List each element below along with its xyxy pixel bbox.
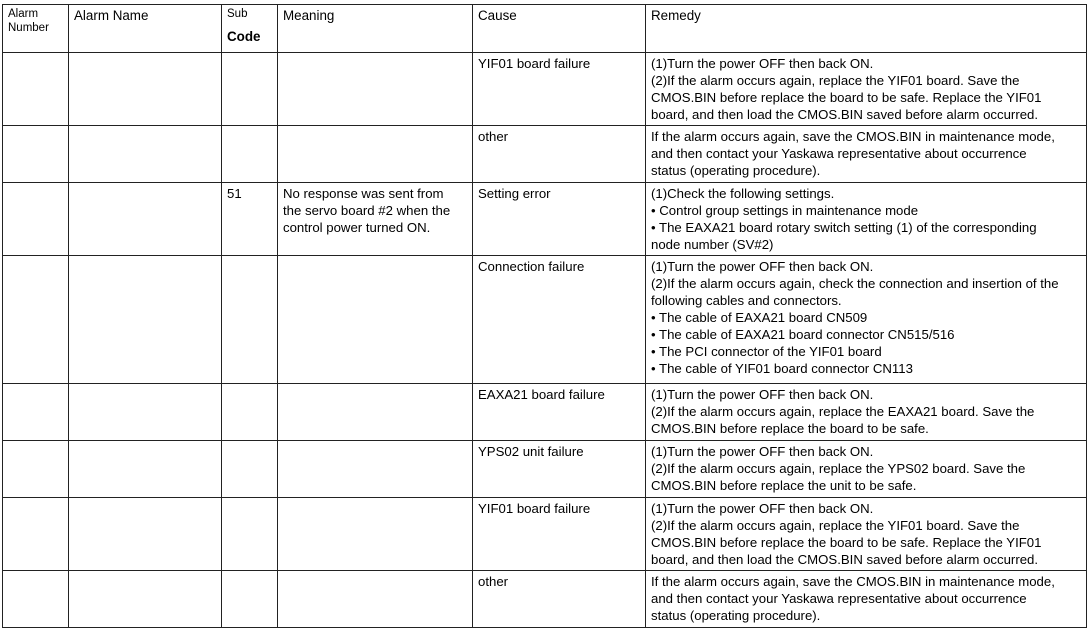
cell-remedy [646,384,1087,441]
cell-alarm-name [69,441,222,498]
remedy-line: board, and then load the CMOS.BIN saved before alarm occurred. [651,107,1039,122]
cell-cause: Connection failure [473,256,646,384]
cell-sub-code [222,53,278,126]
remedy-line: CMOS.BIN before replace the unit to be safe. [651,478,917,493]
header-sub-code [222,5,278,53]
cell-cause: YIF01 board failure [473,498,646,571]
remedy-line: following cables and connectors. [651,293,842,308]
remedy-line: • The cable of EAXA21 board connector CN515/516 [651,327,955,342]
cell-remedy [646,498,1087,571]
remedy-line: • The cable of YIF01 board connector CN113 [651,361,913,376]
cell-cause: EAXA21 board failure [473,384,646,441]
table-row [3,384,1087,441]
cell-sub-code [222,126,278,183]
cell-meaning [278,384,473,441]
remedy-line: • The PCI connector of the YIF01 board [651,344,882,359]
remedy-line: CMOS.BIN before replace the board to be safe. [651,421,929,436]
cell-sub-code [222,571,278,628]
cell-alarm-number [3,498,69,571]
remedy-line: (2)If the alarm occurs again, check the connection and insertion of the [651,276,1059,291]
remedy-line: (2)If the alarm occurs again, replace the EAXA21 board. Save the [651,404,1035,419]
remedy-line: (1)Turn the power OFF then back ON. [651,56,874,71]
cell-alarm-number [3,53,69,126]
cell-cause: Setting error [473,183,646,256]
remedy-line: (1)Turn the power OFF then back ON. [651,444,874,459]
remedy-line: If the alarm occurs again, save the CMOS.BIN in maintenance mode, [651,129,1055,144]
remedy-line: (1)Check the following settings. [651,186,835,201]
table-row [3,441,1087,498]
header-alarm-number: Alarm Number [3,5,69,53]
cell-meaning [278,126,473,183]
cell-remedy [646,126,1087,183]
cell-alarm-name [69,571,222,628]
remedy-line: status (operating procedure). [651,163,821,178]
cell-meaning [278,53,473,126]
remedy-line: • The EAXA21 board rotary switch setting (1) of the corresponding [651,220,1037,235]
cell-alarm-name [69,256,222,384]
cell-alarm-number [3,183,69,256]
header-sub-label: Sub [227,8,248,20]
header-code-label: Code [227,29,261,44]
table-row [3,498,1087,571]
remedy-line: node number (SV#2) [651,237,774,252]
remedy-line: (2)If the alarm occurs again, replace the YIF01 board. Save the [651,518,1020,533]
meaning-line: the servo board #2 when the [283,203,451,218]
cell-alarm-number [3,441,69,498]
cell-remedy [646,53,1087,126]
cell-meaning [278,256,473,384]
remedy-line: CMOS.BIN before replace the board to be safe. Replace the YIF01 [651,535,1042,550]
cell-alarm-number [3,256,69,384]
remedy-line: board, and then load the CMOS.BIN saved before alarm occurred. [651,552,1039,567]
cell-meaning [278,498,473,571]
table-row [3,53,1087,126]
cell-alarm-number [3,126,69,183]
cell-cause: other [473,126,646,183]
table-row [3,571,1087,628]
cell-alarm-number [3,384,69,441]
remedy-line: CMOS.BIN before replace the board to be safe. Replace the YIF01 [651,90,1042,105]
cell-alarm-number [3,571,69,628]
cell-cause: other [473,571,646,628]
cell-remedy [646,571,1087,628]
remedy-line: (2)If the alarm occurs again, replace the YIF01 board. Save the [651,73,1020,88]
remedy-line: • The cable of EAXA21 board CN509 [651,310,868,325]
header-meaning: Meaning [278,5,473,53]
cell-meaning [278,571,473,628]
remedy-line: (1)Turn the power OFF then back ON. [651,387,874,402]
meaning-line: control power turned ON. [283,220,431,235]
cell-alarm-name [69,53,222,126]
header-alarm-name: Alarm Name [69,5,222,53]
remedy-line: (1)Turn the power OFF then back ON. [651,259,874,274]
table-row [3,256,1087,384]
cell-remedy [646,441,1087,498]
remedy-line: and then contact your Yaskawa representative about occurrence [651,591,1027,606]
cell-alarm-name [69,384,222,441]
cell-alarm-name [69,498,222,571]
cell-alarm-name [69,126,222,183]
alarm-table [2,4,1087,628]
cell-sub-code [222,441,278,498]
meaning-line: No response was sent from [283,186,444,201]
cell-sub-code [222,256,278,384]
cell-remedy [646,256,1087,384]
cell-cause: YIF01 board failure [473,53,646,126]
cell-sub-code [222,384,278,441]
cell-meaning [278,183,473,256]
remedy-line: status (operating procedure). [651,608,821,623]
remedy-line: • Control group settings in maintenance mode [651,203,919,218]
cell-cause: YPS02 unit failure [473,441,646,498]
header-cause: Cause [473,5,646,53]
cell-sub-code: 51 [222,183,278,256]
header-row [3,5,1087,53]
remedy-line: (2)If the alarm occurs again, replace the YPS02 board. Save the [651,461,1026,476]
cell-sub-code [222,498,278,571]
cell-alarm-name [69,183,222,256]
table-row [3,183,1087,256]
header-remedy: Remedy [646,5,1087,53]
cell-meaning [278,441,473,498]
cell-remedy [646,183,1087,256]
remedy-line: and then contact your Yaskawa representative about occurrence [651,146,1027,161]
table-body [3,53,1087,628]
remedy-line: (1)Turn the power OFF then back ON. [651,501,874,516]
remedy-line: If the alarm occurs again, save the CMOS.BIN in maintenance mode, [651,574,1055,589]
table-row [3,126,1087,183]
